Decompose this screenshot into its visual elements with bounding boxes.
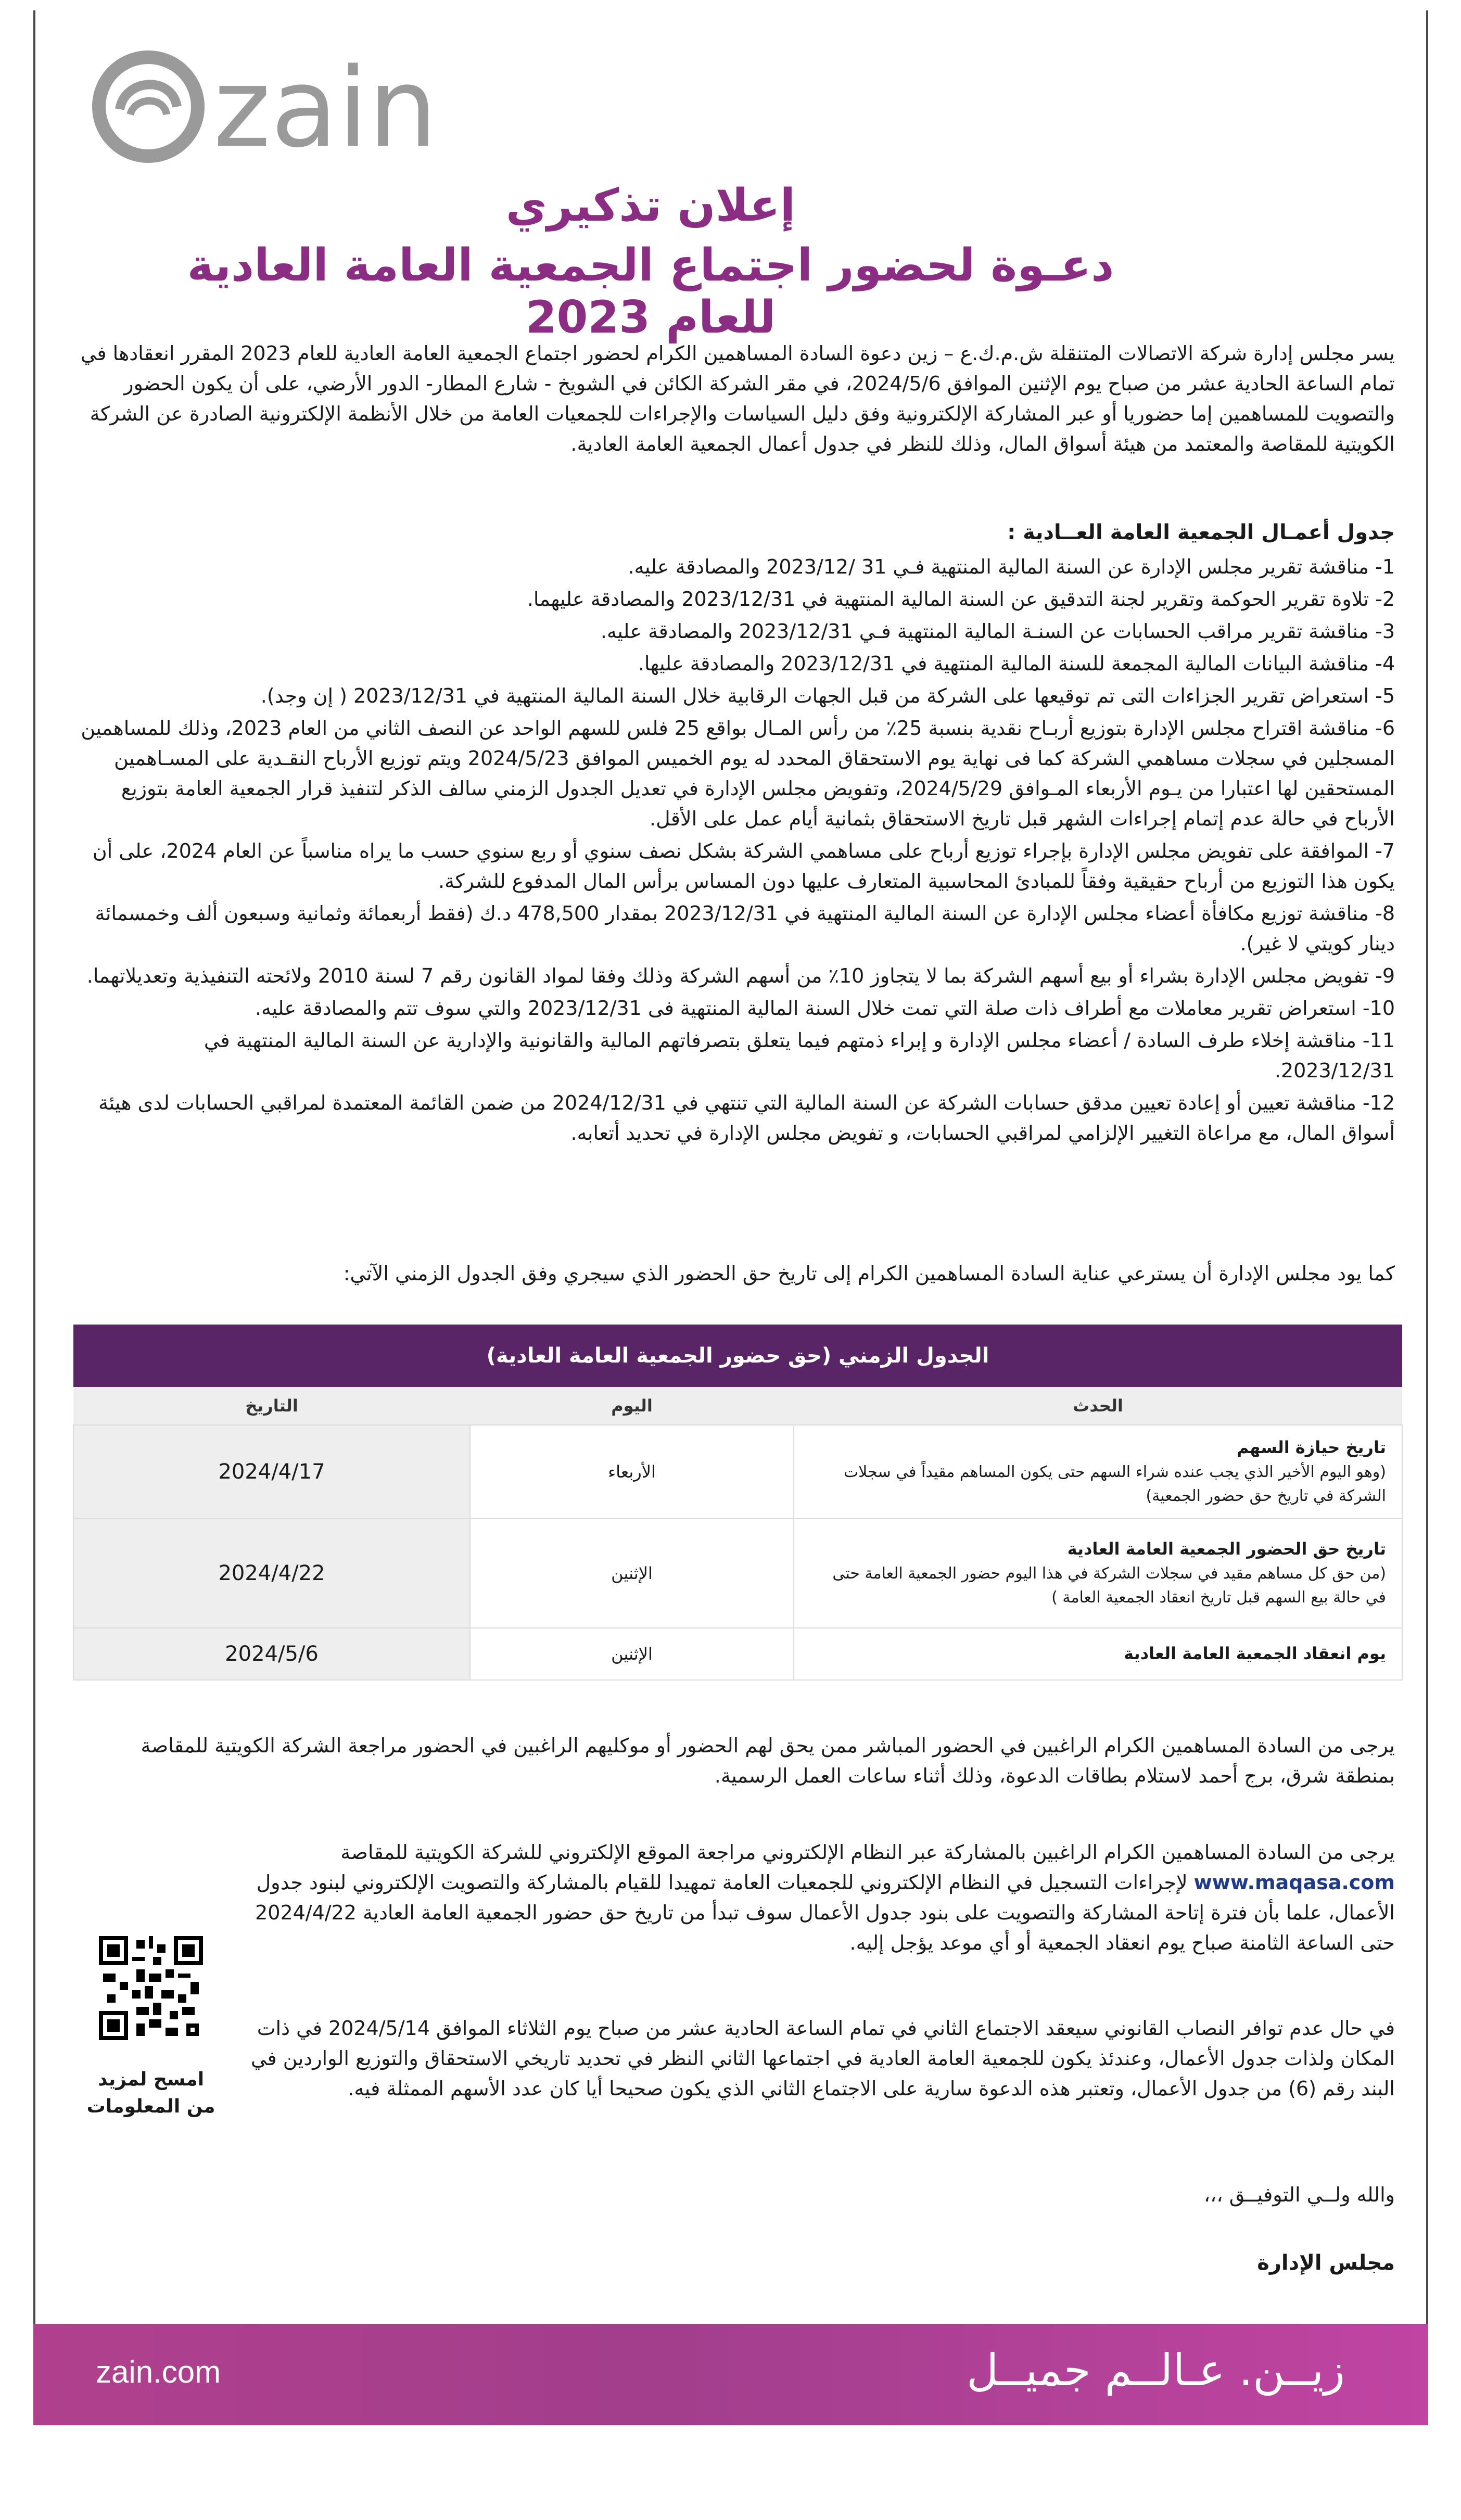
agenda-title: جدول أعمـال الجمعية العامة العــادية : <box>1007 520 1395 544</box>
date-cell: 2024/4/17 <box>73 1425 470 1519</box>
agenda-item: 4- مناقشة البيانات المالية المجمعة للسنة المالية المنتهية في 2023/12/31 والمصادقة عليها. <box>638 652 1395 675</box>
agenda-item: 5- استعراض تقرير الجزاءات التى تم توقيعها على الشركة من قبل الجهات الرقابية خلال السنة المالية المنتهية في 2023/12/31 ( إن وجد). <box>260 684 1395 707</box>
event-cell <box>794 1519 1402 1628</box>
agenda-list <box>78 552 1395 1150</box>
maqasa-link[interactable]: www.maqasa.com <box>1193 1871 1395 1894</box>
event-cell <box>794 1628 1402 1680</box>
event-note: (من حق كل مساهم مقيد في سجلات الشركة في هذا اليوم حضور الجمعية العامة حتى في حالة بيع السهم قبل تاريخ انعقاد الجمعية العامة ) <box>832 1564 1386 1607</box>
column-header-day: اليوم <box>470 1387 794 1425</box>
zain-logo <box>88 47 484 167</box>
agenda-item: 7- الموافقة على تفويض مجلس الإدارة بإجراء توزيع أرباح على مساهمي الشركة بشكل نصف سنوي أو ربع سنوي حسب ما يراه مناسباً عن العام 2024، على أن يكون هذا التوزيع من أرباح حقيقية وفقاً للمبادئ المحاسبية المتعارف عليها دون المساس برأس المال المدفوع للشركة. <box>92 839 1395 893</box>
agenda-item: 8- مناقشة توزيع مكافأة أعضاء مجلس الإدارة عن السنة المالية المنتهية في 2023/12/31 بمقدار 478,500 د.ك (فقط أربعمائة وثمانية وسبعون ألف وخمسمائة دينار كويتي لا غير). <box>95 902 1395 955</box>
event-note: (وهو اليوم الأخير الذي يجب عنده شراء السهم حتى يكون المساهم مقيداً في سجلات الشركة في تاريخ حق حضور الجمعية) <box>843 1463 1386 1505</box>
column-header-event: الحدث <box>794 1387 1402 1425</box>
agenda-item: 9- تفويض مجلس الإدارة بشراء أو بيع أسهم الشركة بما لا يتجاوز 10٪ من أسهم الشركة وذلك وفقا لمواد القانون رقم 7 لسنة 2010 ولائحته التنفيذية وتعديلاتهما. <box>86 964 1395 987</box>
agenda-item: 12- مناقشة تعيين أو إعادة تعيين مدقق حسابات الشركة عن السنة المالية التي تنتهي في 2024/12/31 من ضمن القائمة المعتمدة لمراقبي الحسابات لدى هيئة أسواق المال، مع مراعاة التغيير الإلزامي لمراقبي الحسابات، و تفويض مجلس الإدارة في تحديد أتعابه. <box>98 1091 1395 1144</box>
zain-swirl-icon <box>99 57 198 156</box>
online-note-text: يرجى من السادة المساهمين الكرام الراغبين بالمشاركة عبر النظام الإلكتروني مراجعة الموقع الإلكتروني للشركة الكويتية للمقاصة <box>340 1841 1395 1864</box>
online-participation-note <box>245 1837 1395 1958</box>
attendance-note: يرجى من السادة المساهمين الكرام الراغبين في الحضور المباشر ممن يحق لهم الحضور أو موكليهم الراغبين في الحضور مراجعة الشركة الكويتية للمقاصة بمنطقة شرق، برج أحمد لاستلام بطاقات الدعوة، وذلك أثناء ساعات العمل الرسمية. <box>141 1734 1395 1787</box>
event-title: تاريخ حيازة السهم <box>1236 1437 1386 1457</box>
footer-url[interactable]: zain.com <box>96 2354 221 2389</box>
agenda-item: 10- استعراض تقرير معاملات مع أطراف ذات صلة التي تمت خلال السنة المالية المنتهية فى 2023/12/31 والتي سوف تتم والمصادقة عليه. <box>255 997 1395 1020</box>
footer-band <box>33 2324 1428 2425</box>
event-title: تاريخ حق الحضور الجمعية العامة العادية <box>1067 1539 1386 1559</box>
agenda-item: 1- مناقشة تقرير مجلس الإدارة عن السنة المالية المنتهية فـي 31 /2023/12 والمصادقة عليه. <box>628 555 1395 578</box>
online-note-text: لإجراءات التسجيل في النظام الإلكتروني للجمعيات العامة تمهيدا للقيام بالمشاركة والتصويت الإلكتروني لبنود جدول الأعمال، علما بأن فترة إتاحة المشاركة والتصويت على بنود جدول الأعمال سوف تبدأ من تاريخ حق حضور الجمعية العامة العادية 2024/4/22 حتى الساعة الثامنة صباح يوم انعقاد الجمعية أو أي موعد يؤجل إليه. <box>255 1871 1395 1954</box>
table-row <box>73 1425 1402 1519</box>
qr-label-line: امسح لمزيد <box>97 2069 205 2090</box>
qr-label <box>68 2066 234 2120</box>
day-cell: الإثنين <box>470 1628 794 1680</box>
quorum-note: في حال عدم توافر النصاب القانوني سيعقد الاجتماع الثاني في تمام الساعة الحادية عشر من صباح يوم الثلاثاء الموافق 2024/5/14 في ذات المكان ولذات جدول الأعمال، وعندئذ يكون للجمعية العامة العادية في اجتماعها الثاني النظر في تحديد تاريخي الاستحقاق والتوزيع الواردين في البند رقم (6) من جدول الأعمال، وتعتبر هذه الدعوة سارية على الاجتماع الثاني الذي يكون صحيحا أيا كان عدد الأسهم الممثلة فيه. <box>250 2017 1395 2100</box>
closing-text: والله ولــي التوفيــق ،،، <box>1203 2183 1395 2206</box>
footer-slogan: زيــن. عـالــم جميــل <box>967 2345 1345 2396</box>
table-row <box>73 1628 1402 1680</box>
day-cell: الأربعاء <box>470 1425 794 1519</box>
qr-code-icon[interactable] <box>99 1936 203 2040</box>
schedule-title: الجدول الزمني (حق حضور الجمعية العامة العادية) <box>73 1325 1402 1387</box>
intro-paragraph: يسر مجلس إدارة شركة الاتصالات المتنقلة ش.م.ك.ع – زين دعوة السادة المساهمين الكرام لحضور اجتماع الجمعية العامة العادية للعام 2023 المقرر انعقادها في تمام الساعة الحادية عشر من صباح يوم الإثنين الموافق 2024/5/6، في مقر الشركة الكائن في الشويخ - شارع المطار- الدور الأرضي، على أن يكون الحضور والتصويت للمساهمين إما حضوريا أو عبر المشاركة الإلكترونية وفق دليل السياسات والإجراءات للجمعيات العامة من خلال الأنظمة الإلكترونية الصادرة عن الشركة الكويتية للمقاصة والمعتمد من هيئة أسواق المال، وذلك للنظر في جدول أعمال الجمعية العامة العادية. <box>80 342 1395 455</box>
column-header-date: التاريخ <box>73 1387 470 1425</box>
agenda-item: 2- تلاوة تقرير الحوكمة وتقرير لجنة التدقيق عن السنة المالية المنتهية في 2023/12/31 والمصادقة عليهما. <box>527 588 1395 610</box>
day-cell: الإثنين <box>470 1519 794 1628</box>
announcement-title: إعلان تذكيري <box>505 180 796 232</box>
date-cell: 2024/5/6 <box>73 1628 470 1680</box>
announcement-subtitle: دعـوة لحضور اجتماع الجمعية العامة العادية للعام 2023 <box>187 239 1114 343</box>
qr-label-line: من المعلومات <box>86 2096 215 2117</box>
schedule-table <box>73 1325 1403 1681</box>
event-cell <box>794 1425 1402 1519</box>
table-row <box>73 1519 1402 1628</box>
agenda-item: 11- مناقشة إخلاء طرف السادة / أعضاء مجلس الإدارة و إبراء ذمتهم فيما يتعلق بتصرفاتهم المالية والقانونية والإدارية عن السنة المالية المنتهية في 2023/12/31. <box>204 1029 1395 1082</box>
agenda-item: 3- مناقشة تقرير مراقب الحسابات عن السنـة المالية المنتهية فـي 2023/12/31 والمصادقة عليه. <box>600 620 1395 643</box>
board-signature: مجلس الإدارة <box>1257 2251 1395 2275</box>
agenda-item: 6- مناقشة اقتراح مجلس الإدارة بتوزيع أربـاح نقدية بنسبة 25٪ من رأس المـال بواقع 25 فلس للسهم الواحد عن النصف الثاني من العام 2023، وذلك للمساهمين المسجلين في سجلات مساهمي الشركة كما فى نهاية يوم الاستحقاق المحدد له يوم الخميس الموافق 2024/5/23 ويتم توزيع الأرباح النقـدية على المسـاهمين المستحقين لها اعتبارا من يـوم الأربعاء المـوافق 2024/5/29، وتفويض مجلس الإدارة في تعديل الجدول الزمني سالف الذكر لتنفيذ قرار الجمعية العامة بتوزيع الأرباح في حالة عدم إتمام إجراءات الشهر قبل تاريخ الاستحقاق بثمانية أيام عمل على الأقل. <box>81 717 1395 830</box>
date-cell: 2024/4/22 <box>73 1519 470 1628</box>
event-title: يوم انعقاد الجمعية العامة العادية <box>1124 1644 1386 1663</box>
schedule-intro: كما يود مجلس الإدارة أن يسترعي عناية السادة المساهمين الكرام إلى تاريخ حق الحضور الذي سيجري وفق الجدول الزمني الآتي: <box>343 1262 1395 1285</box>
logo-wordmark: zain <box>213 47 438 167</box>
